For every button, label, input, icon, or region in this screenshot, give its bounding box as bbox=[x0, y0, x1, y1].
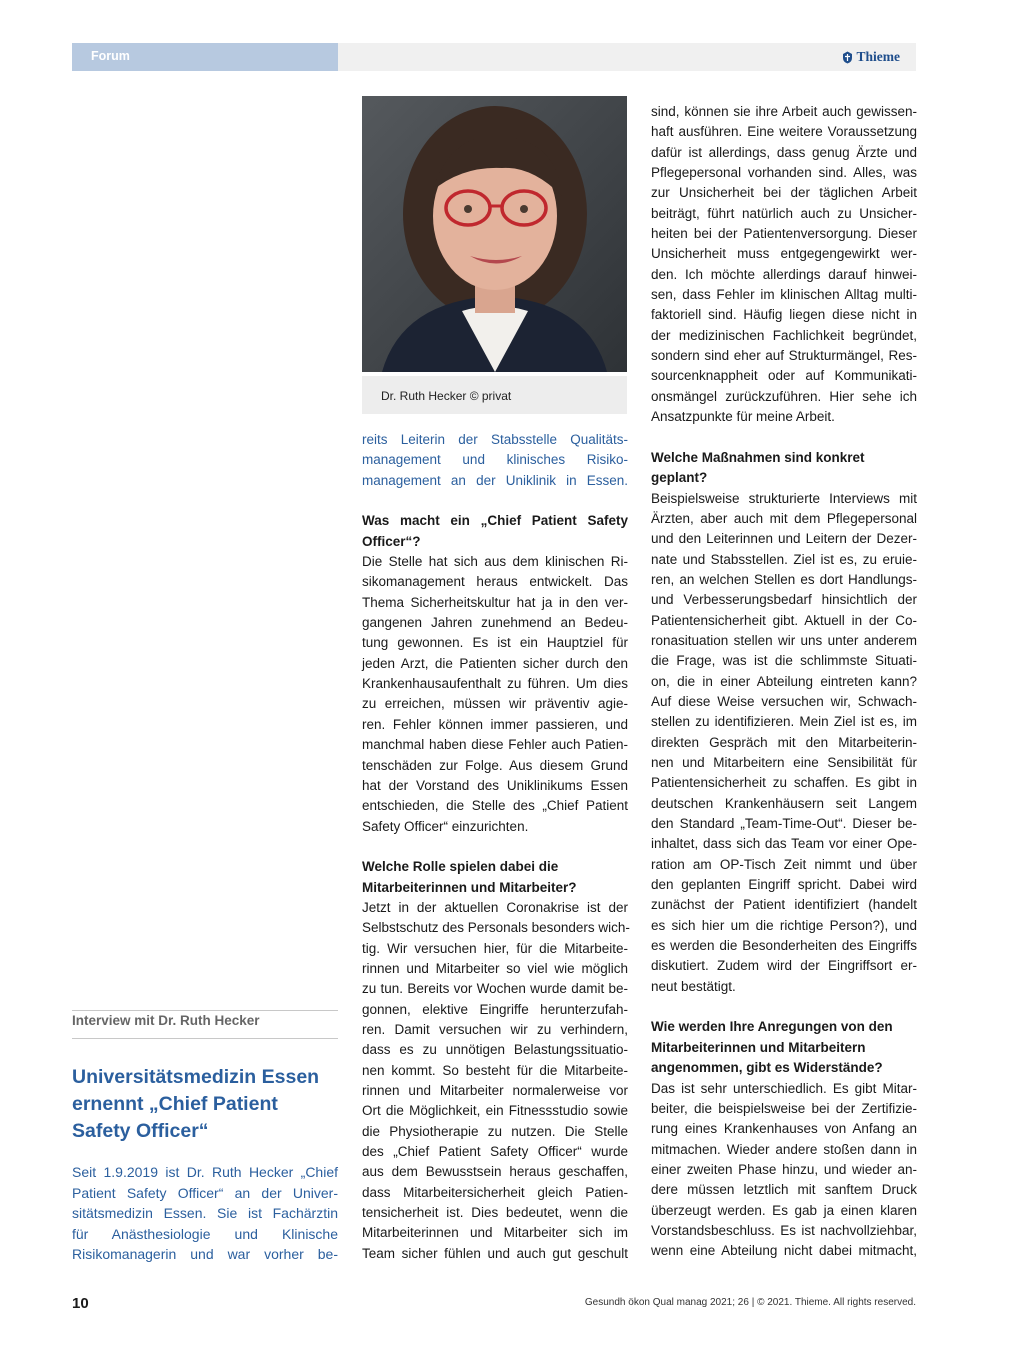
text-line: inhaltet, dass sich das Team vor einer Ope- bbox=[651, 836, 917, 852]
photo-caption bbox=[362, 376, 627, 414]
text-line: deutschen Krankenhäusern seit Langem bbox=[651, 795, 917, 811]
headline-line: Universitätsmedizin Essen bbox=[72, 1066, 320, 1088]
text-line: sourcenknappheit oder auf Kommunikati- bbox=[651, 368, 917, 384]
text-line: Thema Sicherheitskultur hat ja in den ver- bbox=[362, 594, 628, 610]
paragraph-gap bbox=[651, 428, 917, 448]
question-line: Mitarbeiterinnen und Mitarbeiter? bbox=[362, 879, 577, 895]
text-line: Beispielsweise strukturierte Interviews mit bbox=[651, 490, 917, 506]
question-line: Welche Rolle spielen dabei die bbox=[362, 859, 559, 875]
text-line: dass Mitarbeitersicherheit gleich Patien- bbox=[362, 1184, 628, 1200]
text-line: sind, können sie ihre Arbeit auch gewissen- bbox=[651, 104, 917, 119]
text-line: diskutiert. Zudem wird der Eingriffsort er- bbox=[651, 958, 917, 974]
text-line: ren, an welchen Stellen es dort Handlungs- bbox=[651, 571, 917, 587]
text-line: und Verbesserungsbedarf hinsichtlich der bbox=[651, 592, 917, 608]
footer-citation: Gesundh ökon Qual manag 2021; 26 | © 2021. Thieme. All rights reserved. bbox=[584, 1297, 916, 1308]
text-line: reits Leiterin der Stabsstelle Qualitäts- bbox=[362, 432, 628, 447]
headline-line: ernennt „Chief Patient bbox=[72, 1093, 278, 1115]
lead-line: Patient Safety Officer“ an der Univer- bbox=[72, 1184, 338, 1201]
text-line: die Physiotherapie zu nutzen. Die Stelle bbox=[362, 1123, 628, 1139]
text-line: wenn eine Abteilung nicht dabei mitmacht, bbox=[651, 1243, 917, 1259]
article-headline bbox=[72, 1064, 338, 1145]
text-line: Jetzt in der aktuellen Coronakrise ist der bbox=[362, 899, 628, 915]
question-line: Mitarbeiterinnen und Mitarbeitern bbox=[651, 1039, 866, 1055]
text-line: ration am OP-Tisch Zeit nimmt und über bbox=[651, 856, 917, 872]
question-line: Wie werden Ihre Anregungen von den bbox=[651, 1019, 893, 1035]
text-line: hat der Vorstand des Uniklinikums Essen bbox=[362, 777, 628, 793]
lead-line: Seit 1.9.2019 ist Dr. Ruth Hecker „Chief bbox=[72, 1164, 338, 1180]
text-line: haft ausführen. Eine weitere Voraussetzung bbox=[651, 124, 917, 140]
text-line: zur Unsicherheit bei der täglichen Arbeit bbox=[651, 185, 917, 201]
caption-text: Dr. Ruth Hecker © privat bbox=[381, 389, 512, 403]
text-line: ronasituation stellen wir uns unter anderem bbox=[651, 632, 917, 648]
headline-line: Safety Officer“ bbox=[72, 1120, 209, 1142]
text-line: Die Stelle hat sich aus dem klinischen Ri- bbox=[362, 554, 628, 570]
text-line: Auf diese Weise versuchen wir, Schwach- bbox=[651, 693, 917, 709]
text-line: management und klinisches Risiko- bbox=[362, 452, 628, 468]
text-line: den geplanten Eingriff spricht. Dabei wird bbox=[651, 877, 917, 893]
text-line: Patientensicherheit gibt. Aktuell in der Co- bbox=[651, 612, 917, 628]
text-line: und den Leiterinnen und Leitern der Dezer- bbox=[651, 531, 917, 547]
text-line: ren. Damit versuchen wir zu verhindern, bbox=[362, 1021, 628, 1037]
section-label: Forum bbox=[91, 49, 130, 63]
paragraph-gap bbox=[362, 491, 628, 511]
text-line: entschieden, die Stelle des „Chief Patient bbox=[362, 798, 628, 814]
text-line: on, die in einer Abteilung eintreten kann? bbox=[651, 673, 917, 689]
text-line: management an der Uniklinik in Essen. bbox=[362, 472, 628, 488]
article-lead bbox=[72, 1162, 338, 1265]
text-line: nen und Mitarbeitern eine Sensibilität für bbox=[651, 755, 917, 770]
text-line: ren. Fehler können immer passieren, und bbox=[362, 716, 628, 732]
text-line: onsmängel zurückzuführen. Hier sehe ich bbox=[651, 388, 917, 404]
divider bbox=[72, 1038, 338, 1039]
text-line: tenschäden zur Folge. Aus diesem Grund bbox=[362, 757, 628, 773]
text-line: beiter, die beispielsweise bei der Zertifizie- bbox=[651, 1100, 917, 1116]
text-line: Team sicher fühlen und auch gut geschult bbox=[362, 1245, 628, 1261]
text-line: tung gewonnen. Es ist ein Hauptziel für bbox=[362, 635, 628, 651]
text-line: zu erreichen, müssen wir präventiv agie- bbox=[362, 696, 628, 712]
text-line: Safety Officer“ einzurichten. bbox=[362, 818, 529, 834]
text-line: nate und Stabsstellen. Ziel ist es, zu eruie- bbox=[651, 551, 917, 567]
divider bbox=[72, 1010, 338, 1011]
text-line: sen, dass Fehler im klinischen Alltag multi- bbox=[651, 287, 917, 303]
lead-line: für Anästhesiologie und Klinische bbox=[72, 1225, 338, 1242]
text-line: mitmachen. Wieder andere stoßen dann in bbox=[651, 1141, 917, 1157]
text-line: gangenen Jahren zunehmend an Bedeu- bbox=[362, 615, 628, 631]
section-header bbox=[72, 43, 338, 71]
text-line: den Standard „Team-Time-Out“. Dieser be- bbox=[651, 816, 917, 832]
brand-name: Thieme bbox=[856, 49, 900, 64]
text-line: rinnen und Mitarbeiter so viel wie möglich bbox=[362, 960, 628, 976]
text-line: des „Chief Patient Safety Officer“ wurde bbox=[362, 1144, 628, 1160]
text-line: beiträgt, führt natürlich auch zu Unsicher- bbox=[651, 205, 917, 221]
text-line: manchmal haben diese Fehler auch Patien- bbox=[362, 737, 628, 753]
paragraph-gap bbox=[651, 997, 917, 1017]
text-line: tig. Wir versuchen hier, für die Mitarbeite- bbox=[362, 940, 628, 956]
text-line: tensicherheit ist. Dies bedeutet, wenn die bbox=[362, 1205, 628, 1221]
text-line: einer zweiten Phase hinzu, und wieder an- bbox=[651, 1161, 917, 1177]
lead-line: Risikomanagerin und war vorher be- bbox=[72, 1246, 338, 1262]
text-line: Unsicherheit muss entgegengewirkt wer- bbox=[651, 246, 917, 262]
text-line: dere müssen letztlich mit sanftem Druck bbox=[651, 1182, 917, 1198]
text-line: faktoriell sind. Häufig liegen diese nicht in bbox=[651, 307, 917, 323]
question-line: Welche Maßnahmen sind konkret bbox=[651, 449, 865, 465]
text-line: Ansatzpunkte für meine Arbeit. bbox=[651, 409, 835, 425]
text-line: den. Ich möchte allerdings darauf hinwei- bbox=[651, 266, 917, 282]
text-line: die Frage, was ist die schlimmste Situati- bbox=[651, 653, 917, 669]
text-line: Selbstschutz des Personals besonders wich- bbox=[362, 920, 630, 936]
text-line: überzeugt werden. Es gab ja einen klaren bbox=[651, 1202, 917, 1218]
text-line: Ärzten, aber auch mit dem Pflegepersonal bbox=[651, 510, 917, 526]
text-line: es sich hier um die richtige Person?), und bbox=[651, 917, 917, 933]
portrait-photo bbox=[362, 96, 627, 372]
question-line: angenommen, gibt es Widerstände? bbox=[651, 1060, 883, 1076]
paragraph-gap bbox=[362, 837, 628, 857]
text-line: Das ist sehr unterschiedlich. Es gibt Mitar- bbox=[651, 1080, 917, 1096]
text-line: rung eines Krankenhauses von Anfang an bbox=[651, 1121, 917, 1137]
text-line: Ort die Möglichkeit, ein Fitnessstudio sowie bbox=[362, 1103, 628, 1119]
text-column-middle bbox=[362, 430, 628, 1264]
text-line: jeden Arzt, die Patienten sicher durch den bbox=[362, 655, 628, 671]
question-line: Was macht ein „Chief Patient Safety bbox=[362, 513, 628, 529]
text-line: stellen zu identifizieren. Mein Ziel ist es, im bbox=[651, 714, 917, 730]
text-line: dafür ist allerdings, dass genug Ärzte und bbox=[651, 144, 917, 160]
text-line: Krankenhausaufenthalt zu führen. Um dies bbox=[362, 676, 628, 692]
interview-kicker: Interview mit Dr. Ruth Hecker bbox=[72, 1013, 260, 1028]
text-line: sondern sind eher auf Strukturmängel, Res- bbox=[651, 348, 917, 364]
text-line: gonnen, elektive Eingriffe herunterzufah- bbox=[362, 1001, 628, 1017]
question-line: Officer“? bbox=[362, 533, 421, 549]
page-number: 10 bbox=[72, 1295, 89, 1312]
publisher-brand bbox=[842, 49, 901, 65]
text-line: Pflegepersonal vorhanden sind. Alles, was bbox=[651, 165, 917, 181]
header-bar bbox=[338, 43, 916, 71]
text-line: sikomanagement heraus entwickelt. Das bbox=[362, 574, 628, 590]
text-line: aus dem Bewusstsein heraus geschaffen, bbox=[362, 1164, 628, 1180]
text-line: direkten Gespräch mit den Mitarbeiterin- bbox=[651, 734, 917, 750]
text-line: dass es zu unnötigen Belastungssituatio- bbox=[362, 1042, 628, 1058]
text-line: es werden die Besonderheiten des Eingriffs bbox=[651, 938, 917, 954]
thieme-logo-icon bbox=[842, 51, 853, 64]
text-line: rinnen und Mitarbeiter normalerweise vor bbox=[362, 1083, 628, 1098]
text-line: Mitarbeiterinnen und Mitarbeiter sich im bbox=[362, 1225, 628, 1241]
lead-line: sitätsmedizin Essen. Sie ist Fachärztin bbox=[72, 1205, 338, 1221]
text-line: der medizinischen Fachlichkeit begründet, bbox=[651, 327, 917, 343]
text-line: Vorstandsbeschluss. Es ist nachvollziehbar, bbox=[651, 1222, 917, 1238]
text-line: nen kommt. So besteht für die Mitarbeite- bbox=[362, 1062, 628, 1078]
text-line: zunächst der Patient identifiziert (handelt bbox=[651, 897, 917, 913]
text-line: zu tun. Bereits vor Wochen wurde damit be- bbox=[362, 981, 628, 997]
text-column-right bbox=[651, 102, 917, 1262]
text-line: Patientensicherheit zu schaffen. Es gibt in bbox=[651, 775, 917, 791]
question-line: geplant? bbox=[651, 470, 708, 486]
text-line: neut bestätigt. bbox=[651, 978, 736, 994]
text-line: heiten bei der Patientenversorgung. Dieser bbox=[651, 226, 917, 242]
